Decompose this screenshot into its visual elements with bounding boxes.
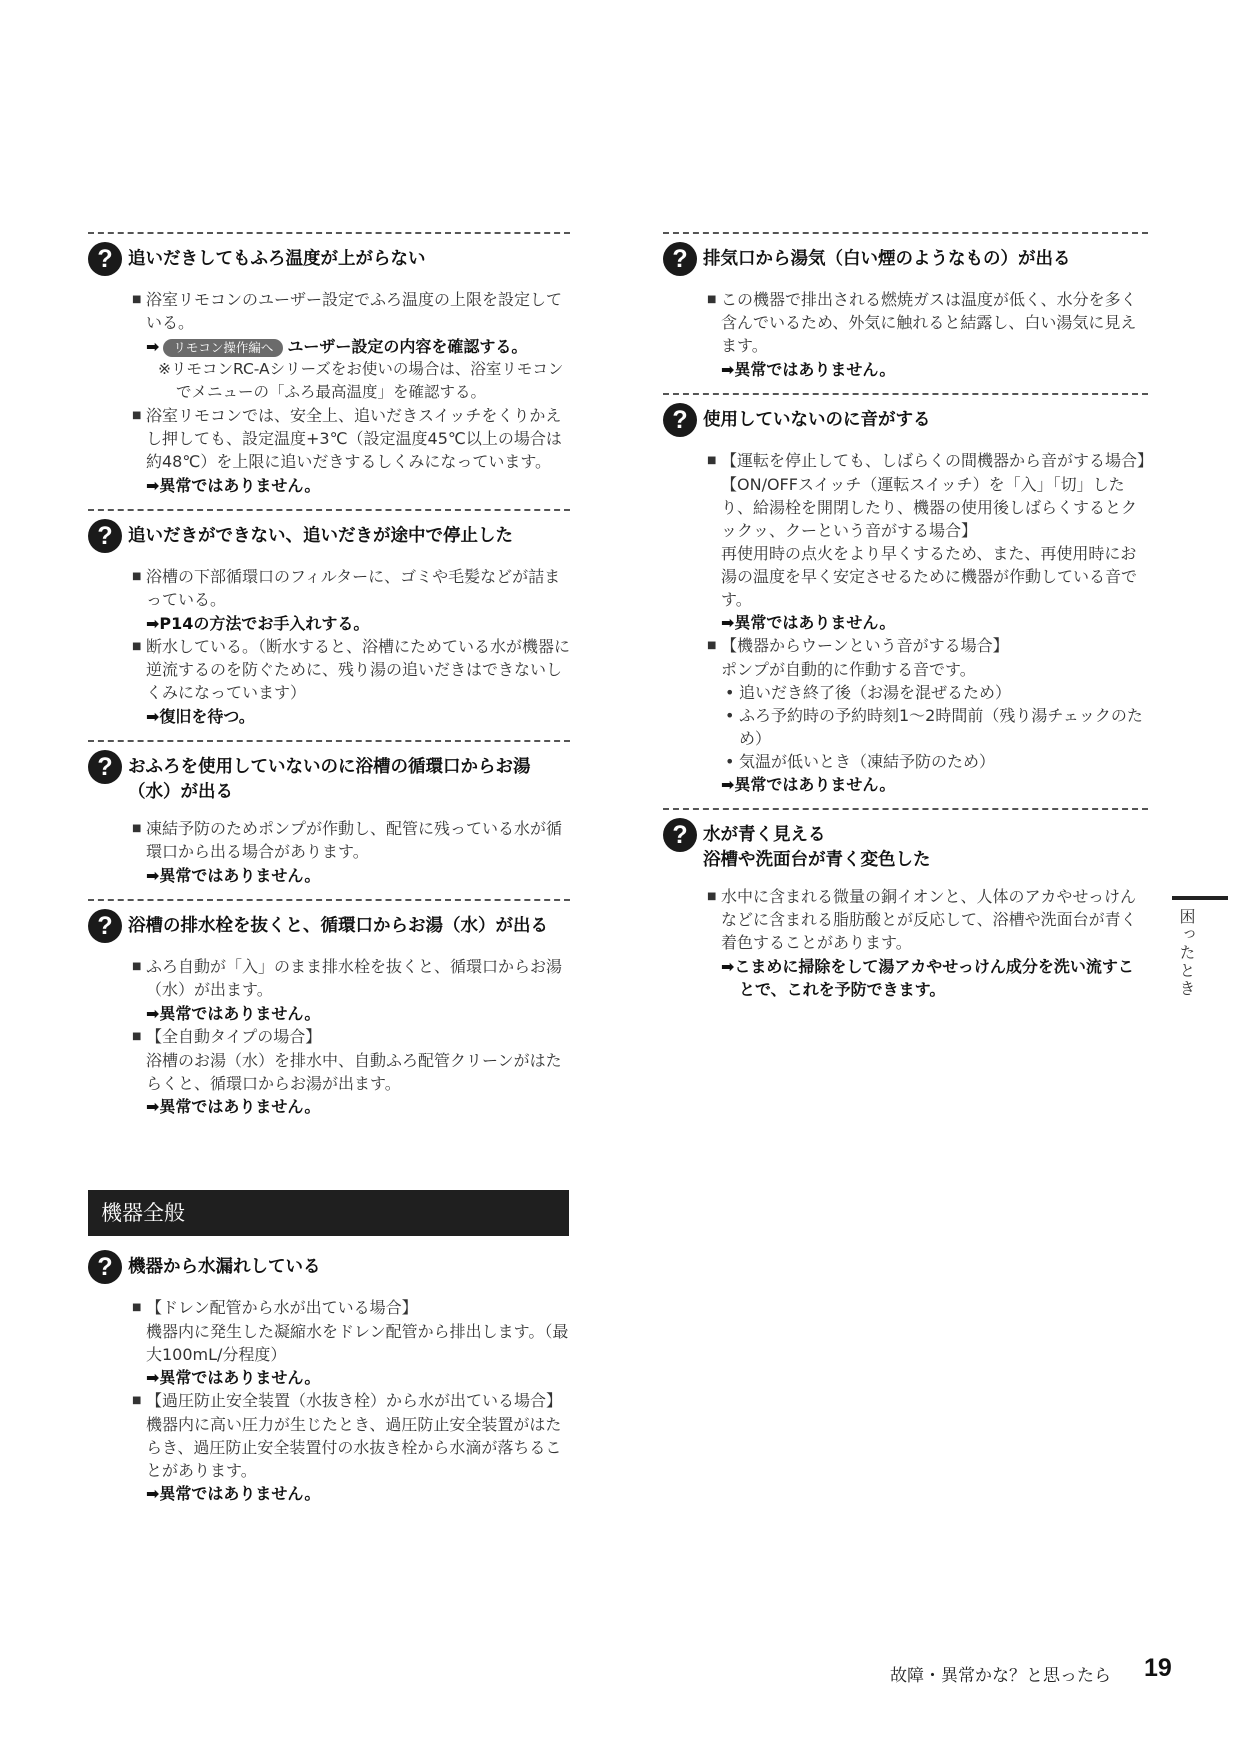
- result-text: ➡異常ではありません。: [146, 1097, 321, 1116]
- list-item: ■ この機器で排出される燃焼ガスは温度が低く、水分を多く含んでいるため、外気に触れると結露し、白い湯気に見えます。: [707, 288, 1148, 357]
- leak-section: [88, 1248, 570, 1505]
- result-text: ➡異常ではありません。: [721, 775, 896, 794]
- list-item: ■ ふろ自動が「入」のまま排水栓を抜くと、循環口からお湯（水）が出ます。: [132, 955, 570, 1001]
- result-text: ➡復旧を待つ。: [146, 707, 255, 726]
- faq-section: [88, 740, 570, 887]
- result-text: ➡異常ではありません。: [146, 866, 321, 885]
- faq-title: 排気口から湯気（白い煙のようなもの）が出る: [703, 249, 1071, 269]
- action-text: ユーザー設定の内容を確認する。: [287, 337, 528, 356]
- faq-section: [88, 232, 570, 497]
- list-item: ■ 【過圧防止安全装置（水抜き栓）から水が出ている場合】: [132, 1389, 570, 1412]
- faq-title: おふろを使用していないのに浴槽の循環口からお湯（水）が出る: [128, 757, 531, 802]
- question-icon: ?: [88, 242, 122, 276]
- item-body: 【ON/OFFスイッチ（運転スイッチ）を「入」「切」したり、給湯栓を開閉したり、機器の使用後しばらくするとクックッ、クーという音がする場合】: [721, 475, 1138, 540]
- question-icon: ?: [663, 403, 697, 437]
- question-icon: ?: [88, 519, 122, 553]
- faq-title: 機器から水漏れしている: [128, 1257, 321, 1277]
- faq-title: 使用していないのに音がする: [703, 410, 931, 430]
- list-item: ■ 凍結予防のためポンプが作動し、配管に残っている水が循環口から出る場合があります。: [132, 817, 570, 863]
- faq-title-group: [703, 818, 931, 873]
- list-item: ■ 【機器からウーンという音がする場合】: [707, 634, 1148, 657]
- item-body: ポンプが自動的に作動する音です。: [721, 660, 976, 679]
- faq-heading: [663, 403, 1148, 437]
- question-icon: ?: [663, 242, 697, 276]
- faq-section: [88, 509, 570, 728]
- right-column: [663, 232, 1154, 1013]
- reference-tag: リモコン操作編へ: [163, 339, 283, 357]
- page-number: 19: [1144, 1654, 1172, 1682]
- result-text: ➡異常ではありません。: [146, 1004, 321, 1023]
- faq-heading: [663, 242, 1148, 276]
- faq-title-secondary: 浴槽や洗面台が青く変色した: [703, 850, 931, 870]
- item-body: 浴槽のお湯（水）を排水中、自動ふろ配管クリーンがはたらくと、循環口からお湯が出ます。: [146, 1051, 562, 1093]
- faq-section: [663, 393, 1154, 796]
- list-item: ■ 浴室リモコンのユーザー設定でふろ温度の上限を設定している。: [132, 288, 570, 334]
- result-text: ➡P14の方法でお手入れする。: [146, 614, 370, 633]
- result-text: ➡異常ではありません。: [146, 476, 321, 495]
- item-body: 機器内に発生した凝縮水をドレン配管から排出します。（最大100mL/分程度）: [146, 1322, 569, 1364]
- question-icon: ?: [88, 909, 122, 943]
- result-text: ➡異常ではありません。: [146, 1368, 321, 1387]
- faq-heading: [88, 750, 570, 805]
- question-icon: ?: [88, 1250, 122, 1284]
- list-item: ■ 浴槽の下部循環口のフィルターに、ゴミや毛髪などが詰まっている。: [132, 565, 570, 611]
- question-icon: ?: [663, 818, 697, 852]
- list-item: ■ 浴室リモコンでは、安全上、追いだきスイッチをくりかえし押しても、設定温度+3℃（設定温度45℃以上の場合は約48℃）を上限に追いだきするしくみになっています。: [132, 404, 570, 473]
- footer-chapter-title: 故障・異常かな？と思ったら: [890, 1666, 1111, 1686]
- faq-heading: [88, 519, 570, 553]
- faq-heading: [88, 242, 570, 276]
- category-heading: 機器全般: [88, 1190, 569, 1236]
- side-tab-label: 困ったとき: [1177, 908, 1196, 998]
- list-item: ■ 【全自動タイプの場合】: [132, 1025, 570, 1048]
- faq-section: [663, 808, 1148, 1001]
- sub-item: • 気温が低いとき（凍結予防のため）: [707, 750, 1148, 773]
- sub-item: • ふろ予約時の予約時刻1〜2時間前（残り湯チェックのため）: [707, 704, 1148, 750]
- faq-title: 追いだきしてもふろ温度が上がらない: [128, 249, 426, 269]
- faq-title: 浴槽の排水栓を抜くと、循環口からお湯（水）が出る: [128, 916, 548, 936]
- action-line: ➡ リモコン操作編へ ユーザー設定の内容を確認する。: [146, 337, 528, 356]
- list-item: ■ 水中に含まれる微量の銅イオンと、人体のアカやせっけんなどに含まれる脂肪酸とが反応して、浴槽や洗面台が青く着色することがあります。: [707, 885, 1148, 954]
- item-body: 再使用時の点火をより早くするため、また、再使用時にお湯の温度を早く安定させるために機器が作動している音です。: [721, 544, 1138, 609]
- result-text: ➡異常ではありません。: [146, 1484, 321, 1503]
- list-item: ■ 断水している。（断水すると、浴槽にためている水が機器に逆流するのを防ぐために、残り湯の追いだきはできないしくみになっています）: [132, 635, 570, 704]
- faq-heading: [88, 909, 570, 943]
- result-text: ➡こまめに掃除をして湯アカやせっけん成分を洗い流すことで、これを予防できます。: [721, 957, 1134, 999]
- faq-title: 水が青く見える: [703, 825, 826, 845]
- faq-heading: [88, 1250, 570, 1284]
- side-tab-marker: [1172, 896, 1228, 900]
- result-text: ➡異常ではありません。: [721, 613, 896, 632]
- question-icon: ?: [88, 750, 122, 784]
- list-item: ■ 【ドレン配管から水が出ている場合】: [132, 1296, 570, 1319]
- result-text: ➡異常ではありません。: [721, 360, 896, 379]
- sub-item: • 追いだき終了後（お湯を混ぜるため）: [707, 681, 1148, 704]
- faq-title: 追いだきができない、追いだきが途中で停止した: [128, 526, 513, 546]
- faq-section: [88, 899, 570, 1118]
- faq-heading: [663, 818, 1148, 873]
- left-column: [88, 232, 570, 1130]
- item-body: 機器内に高い圧力が生じたとき、過圧防止安全装置がはたらき、過圧防止安全装置付の水抜き栓から水滴が落ちることがあります。: [146, 1415, 562, 1480]
- faq-section: [663, 232, 1148, 381]
- note-text: ※リモコンRC-Aシリーズをお使いの場合は、浴室リモコンでメニューの「ふろ最高温度」を確認する。: [158, 360, 564, 401]
- list-item: ■ 【運転を停止しても、しばらくの間機器から音がする場合】: [707, 449, 1148, 472]
